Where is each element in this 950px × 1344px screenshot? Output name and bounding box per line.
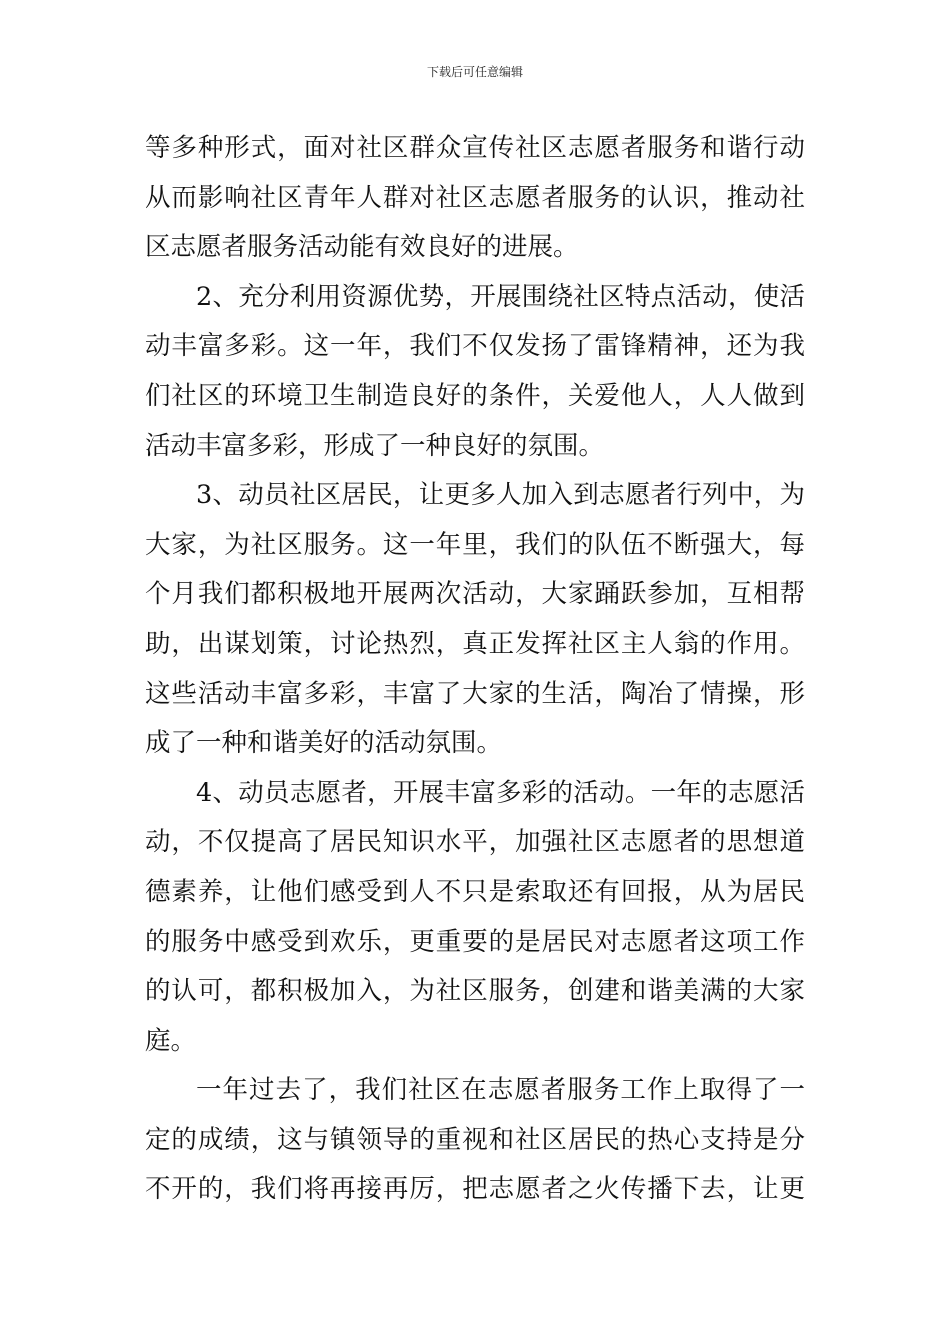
text-line: 动，不仅提高了居民知识水平，加强社区志愿者的思想道 [145, 827, 805, 858]
page-header: 下载后可任意编辑 [426, 65, 523, 79]
text-line: 这些活动丰富多彩，丰富了大家的生活，陶冶了情操，形 [145, 678, 805, 709]
text-line: 3、动员社区居民，让更多人加入到志愿者行列中，为 [196, 480, 805, 511]
paragraph [145, 471, 805, 769]
text-line: 一年过去了，我们社区在志愿者服务工作上取得了一 [196, 1075, 805, 1106]
text-line: 从而影响社区青年人群对社区志愿者服务的认识，推动社 [145, 182, 805, 213]
text-line: 4、动员志愿者，开展丰富多彩的活动。一年的志愿活 [196, 777, 805, 808]
text-line: 的服务中感受到欢乐，更重要的是居民对志愿者这项工作 [145, 926, 805, 957]
paragraph [145, 273, 805, 471]
document-body [145, 124, 805, 1215]
text-line: 成了一种和谐美好的活动氛围。 [145, 728, 503, 759]
text-line: 区志愿者服务活动能有效良好的进展。 [145, 232, 579, 263]
text-line: 活动丰富多彩，形成了一种良好的氛围。 [145, 430, 605, 461]
paragraph [145, 769, 805, 1067]
text-line: 动丰富多彩。这一年，我们不仅发扬了雷锋精神，还为我 [145, 331, 805, 362]
text-line: 德素养，让他们感受到人不只是索取还有回报，从为居民 [145, 876, 805, 907]
text-line: 定的成绩，这与镇领导的重视和社区居民的热心支持是分 [145, 1124, 805, 1155]
text-line: 庭。 [145, 1025, 197, 1056]
text-line: 大家，为社区服务。这一年里，我们的队伍不断强大，每 [145, 529, 805, 560]
text-line: 不开的，我们将再接再厉，把志愿者之火传播下去，让更 [145, 1174, 805, 1205]
text-line: 个月我们都积极地开展两次活动，大家踊跃参加，互相帮 [145, 579, 805, 610]
text-line: 2、充分利用资源优势，开展围绕社区特点活动，使活 [196, 281, 805, 312]
paragraph [145, 124, 805, 273]
text-line: 的认可，都积极加入，为社区服务，创建和谐美满的大家 [145, 976, 805, 1007]
text-line: 们社区的环境卫生制造良好的条件，关爱他人，人人做到 [145, 380, 805, 411]
text-line: 等多种形式，面对社区群众宣传社区志愿者服务和谐行动 [145, 133, 805, 163]
paragraph [145, 1066, 805, 1215]
text-line: 助，出谋划策，讨论热烈，真正发挥社区主人翁的作用。 [145, 628, 805, 659]
